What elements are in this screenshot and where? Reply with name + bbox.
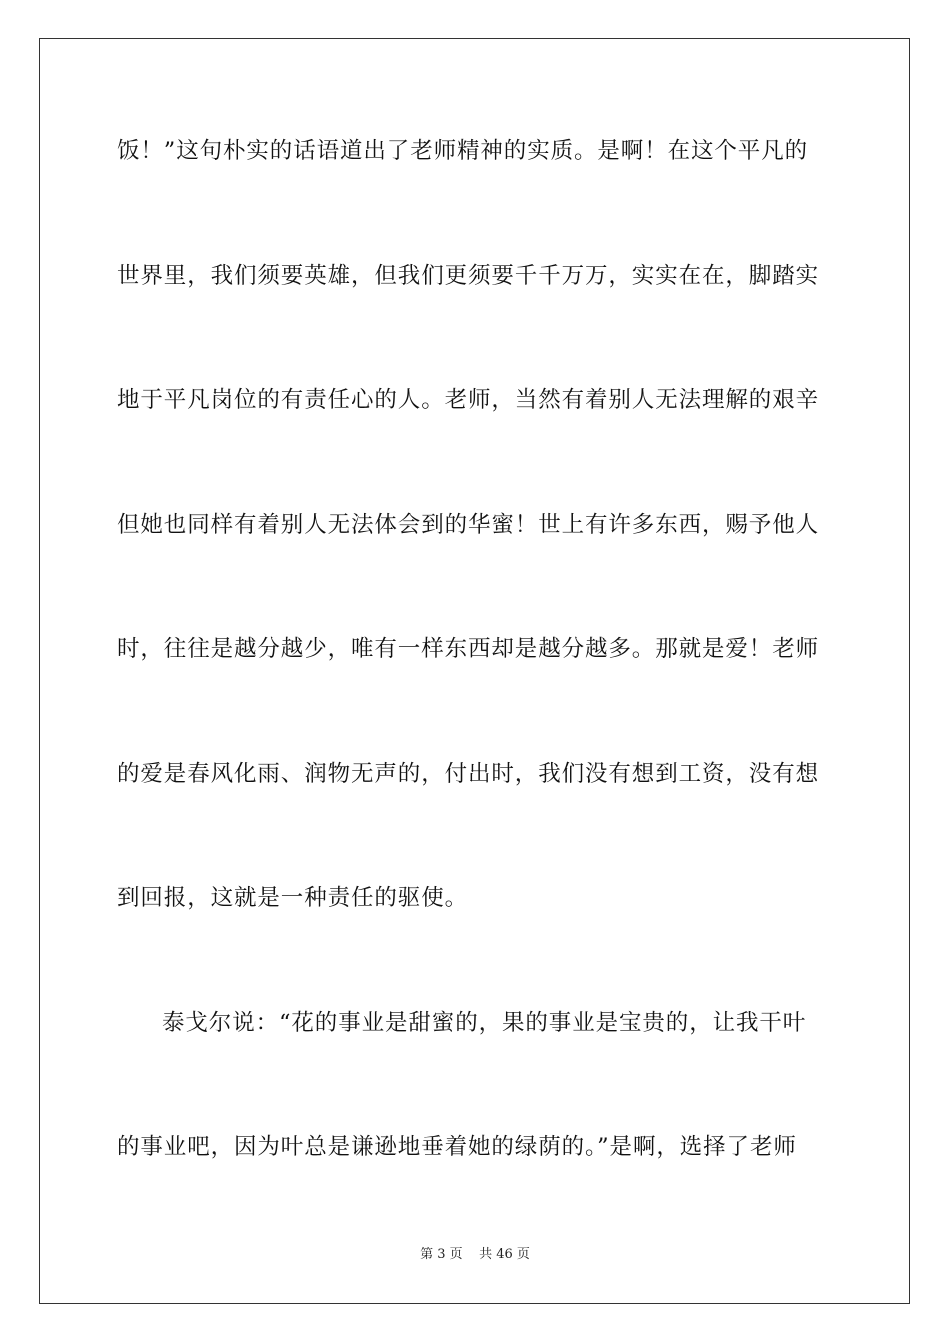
paragraph-line: 世界里，我们须要英雄，但我们更须要千千万万，实实在在，脚踏实 [117,263,820,289]
paragraph-line: 但她也同样有着别人无法体会到的华蜜！世上有许多东西，赐予他人 [117,512,820,538]
paragraph-line: 的爱是春风化雨、润物无声的，付出时，我们没有想到工资，没有想 [117,761,820,787]
paragraph-line: 时，往往是越分越少，唯有一样东西却是越分越多。那就是爱！老师 [117,636,820,662]
paragraph-line: 到回报，这就是一种责任的驱使。 [117,885,469,911]
paragraph-line: 饭！”这句朴实的话语道出了老师精神的实质。是啊！在这个平凡的 [117,138,809,164]
paragraph-line: 地于平凡岗位的有责任心的人。老师，当然有着别人无法理解的艰辛 [117,387,820,413]
paragraph-line: 的事业吧，因为叶总是谦逊地垂着她的绿荫的。”是啊，选择了老师 [117,1134,797,1160]
page-border [39,38,910,1304]
page-number-footer: 第 3 页 共 46 页 [420,1247,530,1262]
paragraph-line-indented: 泰戈尔说：“花的事业是甜蜜的，果的事业是宝贵的，让我干叶 [162,1010,807,1036]
